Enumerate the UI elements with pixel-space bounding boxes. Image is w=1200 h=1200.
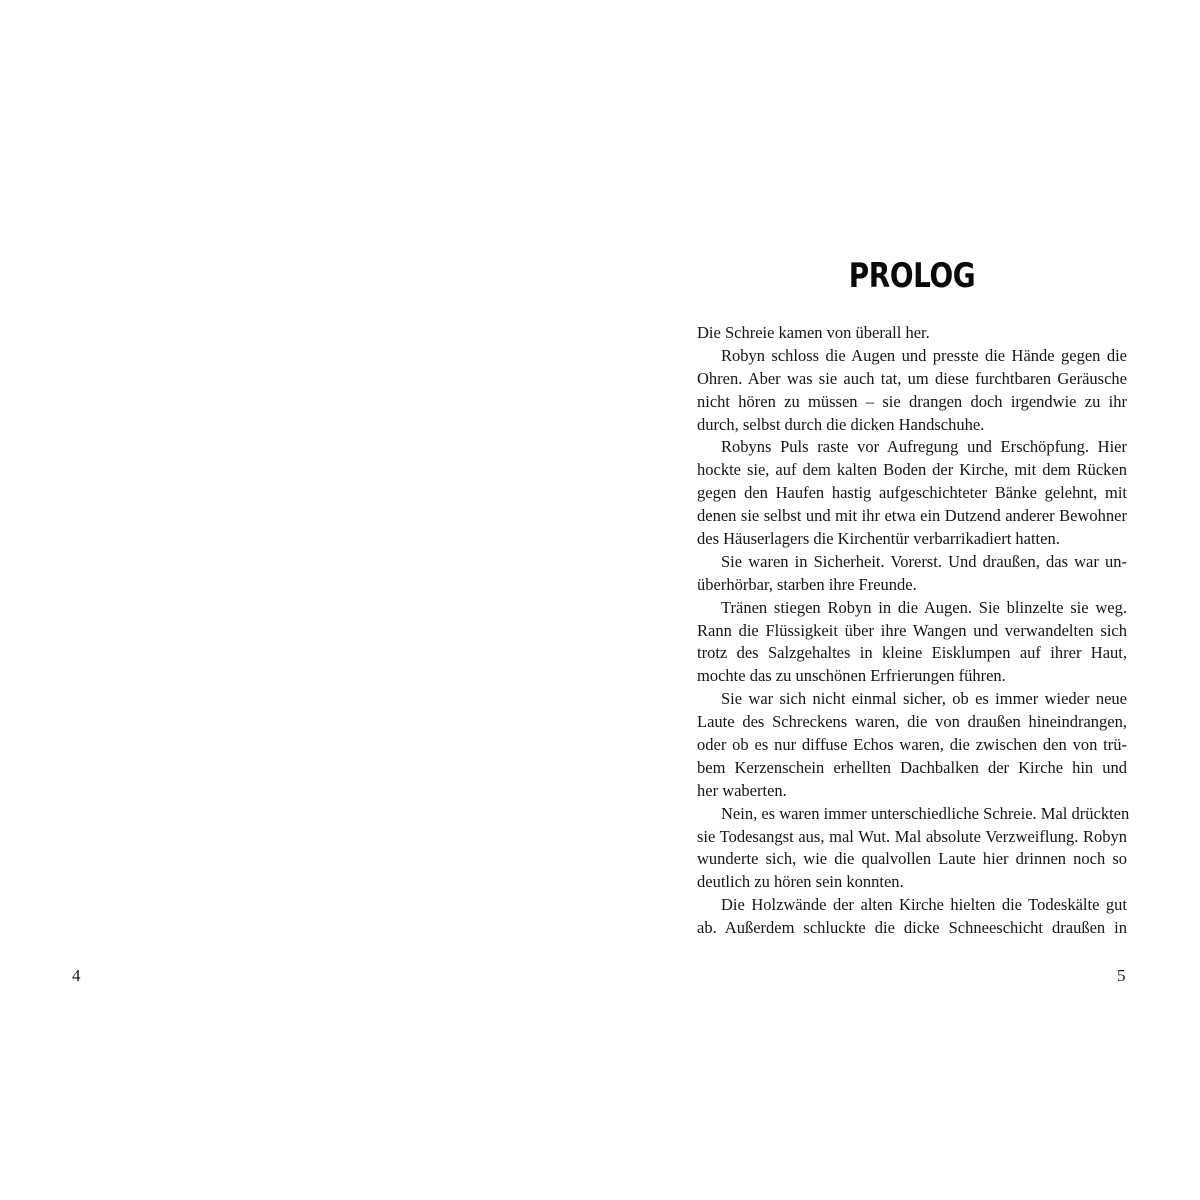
text-line: Laute des Schreckens waren, die von draußen hineindrangen, bbox=[697, 712, 1127, 732]
text-line: mochte das zu unschönen Erfrierungen führen. bbox=[697, 666, 1006, 686]
text-line: denen sie selbst und mit ihr etwa ein Dutzend anderer Bewohner bbox=[697, 506, 1127, 526]
text-line: Tränen stiegen Robyn in die Augen. Sie blinzelte sie weg. bbox=[721, 597, 1127, 617]
text-line: Sie waren in Sicherheit. Vorerst. Und draußen, das war un- bbox=[721, 551, 1127, 571]
text-line: ab. Außerdem schluckte die dicke Schneeschicht draußen in bbox=[697, 918, 1127, 938]
text-line: her waberten. bbox=[697, 780, 787, 800]
text-line: Nein, es waren immer unterschiedliche Schreie. Mal drückten bbox=[721, 803, 1130, 823]
left-page-number: 4 bbox=[72, 966, 81, 985]
text-line: trotz des Salzgehaltes in kleine Eisklumpen auf ihrer Haut, bbox=[697, 643, 1127, 663]
text-line: hockte sie, auf dem kalten Boden der Kirche, mit dem Rücken bbox=[697, 460, 1127, 480]
body-text bbox=[697, 322, 1130, 940]
text-line: durch, selbst durch die dicken Handschuhe. bbox=[697, 414, 985, 434]
text-line: überhörbar, starben ihre Freunde. bbox=[697, 574, 917, 594]
text-line: sie Todesangst aus, mal Wut. Mal absolute Verzweiflung. Robyn bbox=[697, 826, 1127, 846]
right-page-number: 5 bbox=[1117, 966, 1126, 985]
text-line: wunderte sich, wie die qualvollen Laute hier drinnen noch so bbox=[697, 849, 1127, 869]
text-line: Robyn schloss die Augen und presste die Hände gegen die bbox=[721, 345, 1127, 365]
text-line: Robyns Puls raste vor Aufregung und Erschöpfung. Hier bbox=[721, 437, 1127, 457]
text-line: oder ob es nur diffuse Echos waren, die zwischen den von trü- bbox=[697, 735, 1127, 755]
text-line: bem Kerzenschein erhellten Dachbalken der Kirche hin und bbox=[697, 757, 1127, 777]
text-line: Rann die Flüssigkeit über ihre Wangen und verwandelten sich bbox=[697, 620, 1127, 640]
text-line: Ohren. Aber was sie auch tat, um diese furchtbaren Geräusche bbox=[697, 368, 1127, 388]
text-line: Die Holzwände der alten Kirche hielten die Todeskälte gut bbox=[721, 895, 1127, 915]
text-line: gegen den Haufen hastig aufgeschichteter Bänke gelehnt, mit bbox=[697, 483, 1127, 503]
chapter-title: PROLOG bbox=[848, 256, 976, 296]
text-line: Die Schreie kamen von überall her. bbox=[697, 323, 930, 342]
text-line: Sie war sich nicht einmal sicher, ob es immer wieder neue bbox=[721, 689, 1127, 709]
text-line: des Häuserlagers die Kirchentür verbarrikadiert hatten. bbox=[697, 529, 1060, 549]
text-line: deutlich zu hören sein konnten. bbox=[697, 872, 904, 892]
text-line: nicht hören zu müssen – sie drangen doch irgendwie zu ihr bbox=[697, 391, 1127, 411]
